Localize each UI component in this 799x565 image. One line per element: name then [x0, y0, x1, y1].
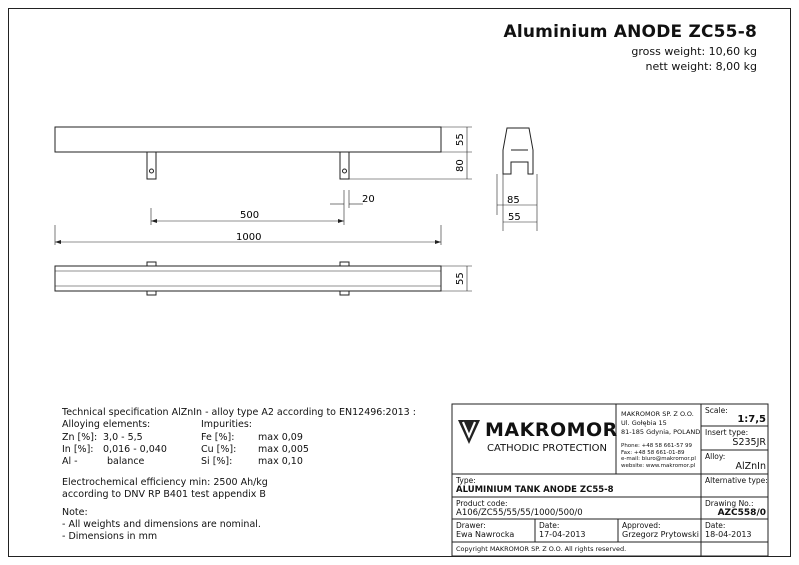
gross-weight: gross weight: 10,60 kg	[631, 45, 757, 58]
anode-plan-view	[55, 262, 472, 295]
scale-value: 1:7,5	[737, 414, 766, 425]
approved-value: Grzegorz Prytowski	[622, 530, 699, 539]
alloy-val-al: balance	[107, 456, 145, 467]
spec-heading: Technical specification AlZnIn - alloy type A2 according to EN12496:2013 :	[62, 407, 416, 418]
impurities-heading: Impurities:	[201, 419, 253, 430]
date-label-2: Date:	[705, 521, 726, 530]
scale-label: Scale:	[705, 406, 728, 415]
dim-end-55: 55	[508, 212, 521, 223]
alloy-el-zn: Zn [%]:	[62, 432, 98, 443]
alloy-label: Alloy:	[705, 452, 726, 461]
dim-half-500: 500	[240, 210, 260, 221]
company-website: website: www.makromor.pl	[621, 462, 696, 469]
type-value: ALUMINIUM TANK ANODE ZC55-8	[456, 485, 614, 495]
imp-val-cu: max 0,005	[258, 444, 309, 455]
insert-label: Insert type:	[705, 428, 749, 437]
alloying-heading: Alloying elements:	[62, 419, 151, 430]
dim-plan-55: 55	[455, 272, 466, 285]
dim-side-55: 55	[455, 133, 466, 146]
dim-gap-20: 20	[362, 194, 375, 205]
anode-side-body	[55, 127, 441, 152]
logo-subtitle: CATHODIC PROTECTION	[487, 443, 608, 454]
company-name: MAKROMOR SP. Z O.O.	[621, 410, 694, 418]
imp-el-fe: Fe [%]:	[201, 432, 235, 443]
efficiency-line-1: Electrochemical efficiency min: 2500 Ah/kg	[62, 477, 268, 488]
company-fax: Fax: +48 58 661-01-89	[621, 449, 685, 456]
product-code-value: A106/ZC55/55/55/1000/500/0	[456, 508, 583, 518]
alloy-val-in: 0,016 - 0,040	[103, 444, 167, 455]
efficiency-line-2: according to DNV RP B401 test appendix B	[62, 489, 266, 500]
imp-val-si: max 0,10	[258, 456, 303, 467]
drawer-label: Drawer:	[456, 521, 486, 530]
company-email: e-mail: biuro@makromor.pl	[621, 456, 696, 462]
dim-end-85: 85	[507, 195, 520, 206]
alloy-value: AlZnIn	[735, 461, 766, 472]
date-value-1: 17-04-2013	[539, 530, 586, 539]
imp-el-cu: Cu [%]:	[201, 444, 237, 455]
alloy-val-zn: 3,0 - 5,5	[103, 432, 143, 443]
insert-value: S235JR	[732, 437, 766, 448]
approved-label: Approved:	[622, 521, 661, 530]
makromor-logo	[458, 420, 480, 444]
insert-leg-right	[340, 152, 349, 179]
drawing-no-label: Drawing No.:	[705, 499, 754, 508]
alloy-el-in: In [%]:	[62, 444, 94, 455]
company-phone: Phone: +48 58 661-57 99	[621, 443, 692, 449]
note-heading: Note:	[62, 507, 88, 518]
nett-weight: nett weight: 8,00 kg	[645, 60, 757, 73]
type-label: Type:	[456, 476, 476, 485]
product-code-label: Product code:	[456, 499, 508, 508]
company-street: Ul. Gołębia 15	[621, 419, 667, 427]
imp-val-fe: max 0,09	[258, 432, 303, 443]
note-2: - Dimensions in mm	[62, 531, 158, 542]
date-label-1: Date:	[539, 521, 560, 530]
drawing-no-value: AZC558/0	[717, 508, 766, 518]
insert-leg-left	[147, 152, 156, 179]
logo-name: MAKROMOR	[485, 419, 618, 441]
drawing-title: Aluminium ANODE ZC55-8	[503, 22, 757, 42]
drawer-value: Ewa Nawrocka	[456, 530, 515, 539]
alt-type-label: Alternative type:	[705, 476, 768, 485]
company-city: 81-185 Gdynia, POLAND	[621, 428, 701, 436]
alloy-el-al: Al -	[62, 456, 78, 467]
copyright: Copyright MAKROMOR SP. Z O.O. All rights reserved.	[456, 545, 627, 553]
dim-side-80: 80	[455, 159, 466, 172]
note-1: - All weights and dimensions are nominal.	[62, 519, 261, 530]
date-value-2: 18-04-2013	[705, 530, 752, 539]
imp-el-si: Si [%]:	[201, 456, 233, 467]
dim-length-1000: 1000	[236, 232, 262, 243]
